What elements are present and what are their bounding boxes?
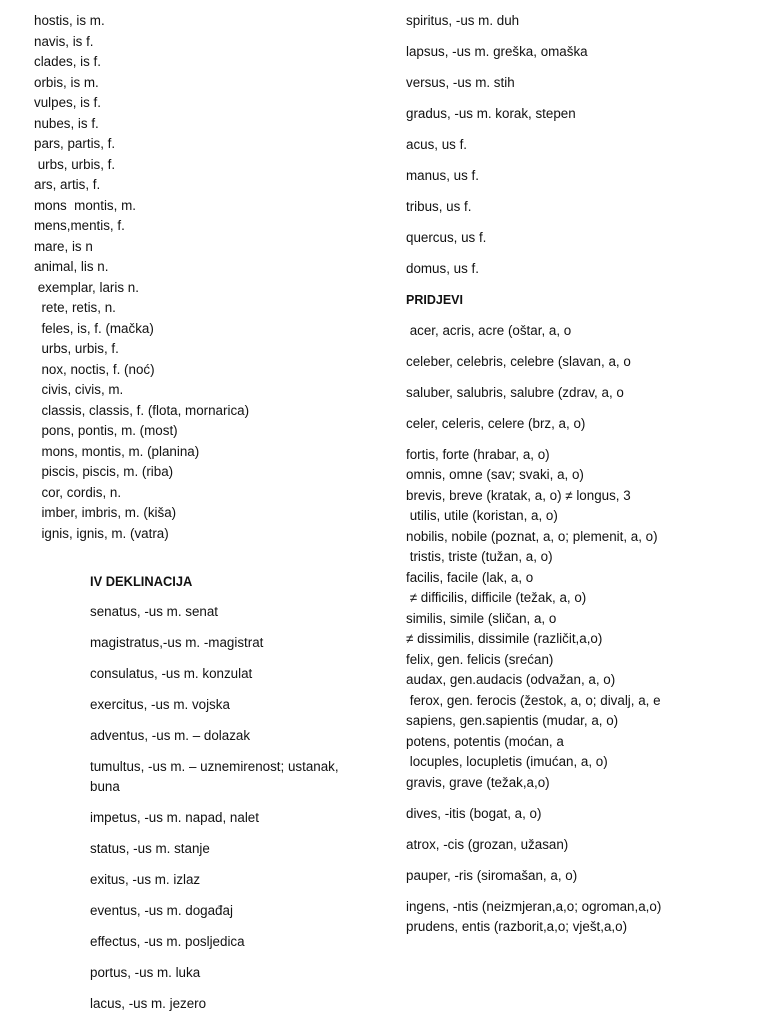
list-item: urbs, urbis, f.: [34, 156, 116, 172]
adjective-item: sapiens, gen.sapientis (mudar, a, o): [406, 713, 619, 728]
adjective-item: ≠ difficilis, difficile (težak, a, o): [406, 590, 587, 605]
list-item: nox, noctis, f. (noć): [34, 361, 155, 377]
list-item: magistratus,-us m. -magistrat: [90, 635, 264, 650]
list-item: ignis, ignis, m. (vatra): [34, 525, 169, 541]
adjective-item: ferox, gen. ferocis (žestok, a, o; divalj, a, e: [406, 692, 661, 708]
adjective-item: celer, celeris, celere (brz, a, o): [406, 415, 586, 431]
adjective-item: saluber, salubris, salubre (zdrav, a, o: [406, 384, 624, 400]
right-column: [406, 11, 756, 938]
section-heading: IV DEKLINACIJA: [90, 573, 193, 589]
list-item: cor, cordis, n.: [34, 484, 122, 500]
adjective-item: felix, gen. felicis (srećan): [406, 651, 554, 667]
list-item: ars, artis, f.: [34, 177, 101, 192]
list-item: impetus, -us m. napad, nalet: [90, 810, 259, 825]
list-item: consulatus, -us m. konzulat: [90, 666, 253, 681]
list-item: clades, is f.: [34, 54, 101, 69]
list-item: piscis, piscis, m. (riba): [34, 464, 174, 479]
list-item: adventus, -us m. – dolazak: [90, 728, 251, 743]
adjective-item: audax, gen.audacis (odvažan, a, o): [406, 672, 616, 687]
list-item: quercus, us f.: [406, 230, 487, 245]
list-item: mens,mentis, f.: [34, 218, 125, 233]
adjective-item: fortis, forte (hrabar, a, o): [406, 446, 550, 462]
list-item: civis, civis, m.: [34, 382, 124, 397]
section-heading: PRIDJEVI: [406, 293, 463, 307]
adjective-item: facilis, facile (lak, a, o: [406, 569, 534, 585]
list-item: exemplar, laris n.: [34, 279, 139, 295]
iv-declension-section: [90, 571, 360, 1025]
list-item: exercitus, -us m. vojska: [90, 697, 230, 712]
list-item: tumultus, -us m. – uznemirenost; ustanak, buna: [90, 759, 339, 794]
list-item: vulpes, is f.: [34, 95, 101, 110]
list-item: versus, -us m. stih: [406, 75, 515, 90]
list-item: nubes, is f.: [34, 115, 99, 131]
adjective-item: tristis, triste (tužan, a, o): [406, 549, 553, 564]
list-item: mare, is n: [34, 238, 93, 254]
adjective-item: atrox, -cis (grozan, užasan): [406, 836, 569, 852]
list-item: navis, is f.: [34, 33, 94, 49]
adjective-item: ≠ dissimilis, dissimile (različit,a,o): [406, 631, 603, 646]
list-item: effectus, -us m. posljedica: [90, 934, 245, 949]
list-item: imber, imbris, m. (kiša): [34, 505, 177, 520]
noun-list-iii-declension: [34, 11, 374, 544]
list-item: feles, is, f. (mačka): [34, 320, 154, 336]
list-item: mons montis, m.: [34, 197, 136, 213]
list-item: manus, us f.: [406, 168, 479, 183]
list-item: pars, partis, f.: [34, 136, 116, 151]
list-item: domus, us f.: [406, 261, 479, 276]
adjective-item: prudens, entis (razborit,a,o; vješt,a,o): [406, 919, 628, 934]
adjective-item: utilis, utile (koristan, a, o): [406, 508, 558, 523]
list-item: tribus, us f.: [406, 199, 472, 214]
list-item: animal, lis n.: [34, 259, 109, 274]
adjective-item: dives, -itis (bogat, a, o): [406, 805, 542, 821]
list-item: hostis, is m.: [34, 13, 105, 28]
list-item: gradus, -us m. korak, stepen: [406, 106, 576, 121]
list-item: lapsus, -us m. greška, omaška: [406, 44, 588, 59]
adjective-item: ingens, -ntis (neizmjeran,a,o; ogroman,a,o): [406, 898, 662, 914]
adjective-item: omnis, omne (sav; svaki, a, o): [406, 467, 584, 482]
list-item: classis, classis, f. (flota, mornarica): [34, 402, 250, 418]
list-item: exitus, -us m. izlaz: [90, 872, 201, 887]
list-item: eventus, -us m. događaj: [90, 903, 233, 918]
adjective-item: nobilis, nobile (poznat, a, o; plemenit, a, o): [406, 528, 658, 544]
list-item: orbis, is m.: [34, 74, 99, 90]
list-item: senatus, -us m. senat: [90, 604, 219, 619]
list-item: portus, -us m. luka: [90, 965, 201, 980]
adjective-item: locuples, locupletis (imućan, a, o): [406, 754, 608, 769]
adjective-item: potens, potentis (moćan, a: [406, 733, 564, 749]
list-item: acus, us f.: [406, 137, 468, 152]
adjective-item: gravis, grave (težak,a,o): [406, 774, 550, 790]
list-item: urbs, urbis, f.: [34, 341, 119, 356]
adjective-item: pauper, -ris (siromašan, a, o): [406, 867, 578, 883]
adjective-item: brevis, breve (kratak, a, o) ≠ longus, 3: [406, 487, 631, 503]
list-item: rete, retis, n.: [34, 300, 116, 315]
list-item: pons, pontis, m. (most): [34, 423, 178, 438]
adjective-item: acer, acris, acre (oštar, a, o: [406, 322, 572, 338]
list-item: spiritus, -us m. duh: [406, 13, 520, 28]
list-item: mons, montis, m. (planina): [34, 443, 200, 459]
adjective-item: similis, simile (sličan, a, o: [406, 610, 557, 626]
list-item: status, -us m. stanje: [90, 841, 210, 856]
adjective-item: celeber, celebris, celebre (slavan, a, o: [406, 353, 631, 369]
list-item: lacus, -us m. jezero: [90, 996, 207, 1011]
